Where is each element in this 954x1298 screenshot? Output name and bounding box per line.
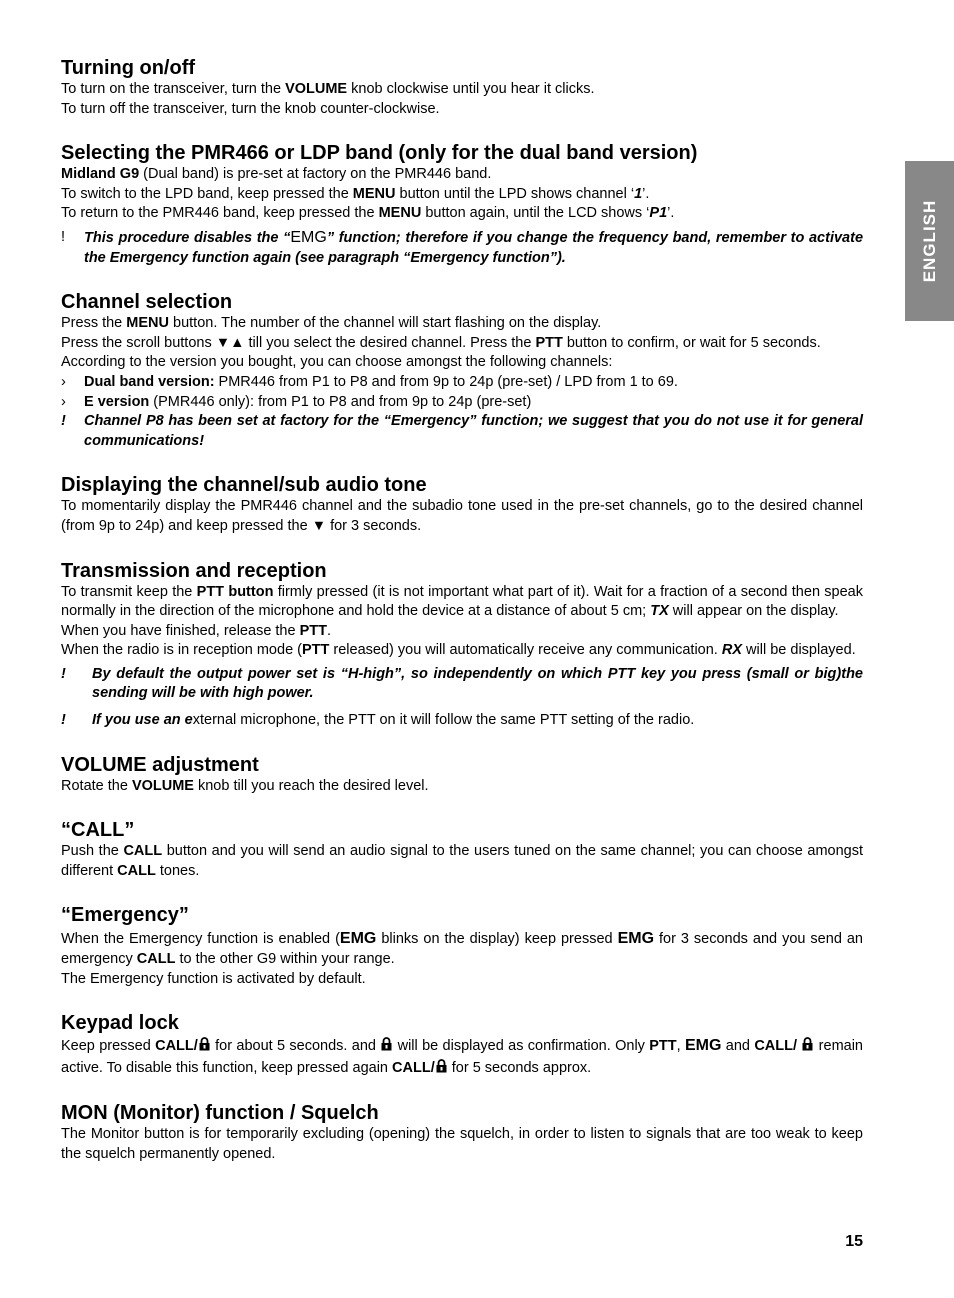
section-title: Displaying the channel/sub audio tone xyxy=(61,474,427,497)
section-title: Keypad lock xyxy=(61,1012,179,1035)
paragraph: When you have finished, release the PTT. xyxy=(61,622,332,639)
section-channel-selection xyxy=(61,290,863,451)
scroll-down-icon: ▼ xyxy=(311,517,327,534)
paragraph: To turn on the transceiver, turn the VOLUME knob clockwise until you hear it clicks. xyxy=(61,81,595,97)
paragraph: When the Emergency function is enabled (EMG blinks on the display) keep pressed EMG for 3 seconds and you send an emergency CALL to the other G9 within your range. xyxy=(61,930,863,968)
paragraph: Keep pressed CALL/ for about 5 seconds. and will be displayed as confirmation. Only PTT, EMG and CALL/ remain active. To disable this function, keep pressed again CALL/ for 5 seconds approx. xyxy=(61,1037,863,1077)
section-keypad-lock xyxy=(61,1011,863,1079)
note-mark: ! xyxy=(61,413,66,430)
paragraph: Rotate the VOLUME knob till you reach the desired level. xyxy=(61,777,429,794)
section-call xyxy=(61,818,863,881)
scroll-down-icon: ▼ xyxy=(215,334,231,351)
paragraph: To return to the PMR446 band, keep pressed the MENU button again, until the LCD shows ‘P1’. xyxy=(61,205,675,222)
paragraph: The Emergency function is activated by default. xyxy=(61,970,366,987)
section-title: Transmission and reception xyxy=(61,559,327,582)
padlock-icon xyxy=(436,1059,447,1073)
section-turning-on-off xyxy=(61,56,863,119)
section-title: “Emergency” xyxy=(61,904,189,927)
note-mark: ! xyxy=(61,228,66,245)
paragraph: When the radio is in reception mode (PTT released) you will automatically receive any communication. RX will be displayed. xyxy=(61,642,856,659)
warning-note: ! This procedure disables the “EMG” function; therefore if you change the frequency band, remember to activate the Emergency function again (see paragraph “Emergency function”). xyxy=(61,228,863,268)
paragraph: To turn off the transceiver, turn the knob counter-clockwise. xyxy=(61,100,440,117)
list-item: › E version (PMR446 only): from P1 to P8 and from 9p to 24p (pre-set) xyxy=(61,393,532,410)
section-title: Selecting the PMR466 or LDP band (only for the dual band version) xyxy=(61,142,698,165)
paragraph: To switch to the LPD band, keep pressed the MENU button until the LPD shows channel ‘1’. xyxy=(61,185,650,202)
language-tab-label: ENGLISH xyxy=(919,199,939,283)
section-title: VOLUME adjustment xyxy=(61,753,259,776)
section-title: Channel selection xyxy=(61,291,233,314)
section-monitor xyxy=(61,1101,863,1164)
padlock-icon xyxy=(802,1037,813,1051)
section-transmission xyxy=(61,559,863,731)
note-mark: ! xyxy=(61,665,66,682)
section-band-selection xyxy=(61,141,863,268)
section-title: Turning on/off xyxy=(61,57,196,79)
page-number: 15 xyxy=(845,1233,863,1250)
section-title: MON (Monitor) function / Squelch xyxy=(61,1102,379,1125)
note-mark: ! xyxy=(61,712,66,729)
padlock-icon xyxy=(199,1037,210,1051)
scroll-up-icon: ▲ xyxy=(230,334,245,351)
manual-page xyxy=(61,56,863,1186)
section-display-tone xyxy=(61,473,863,536)
paragraph: The Monitor button is for temporarily excluding (opening) the squelch, in order to listen to signals that are too weak to keep the squelch permanently opened. xyxy=(61,1126,863,1162)
language-tab xyxy=(905,161,954,321)
warning-note: ! By default the output power set is “H-high”, so independently on which PTT key you press (small or big)the sending will be with high power. xyxy=(61,665,863,704)
warning-note: ! Channel P8 has been set at factory for the “Emergency” function; we suggest that you do not use it for general communications! xyxy=(61,412,863,451)
padlock-icon xyxy=(381,1037,392,1051)
warning-note: ! If you use an external microphone, the PTT on it will follow the same PTT setting of the radio. xyxy=(61,711,863,731)
paragraph: Midland G9 (Dual band) is pre-set at factory on the PMR446 band. xyxy=(61,166,492,183)
paragraph: Press the MENU button. The number of the channel will start flashing on the display. xyxy=(61,315,602,332)
paragraph: To transmit keep the PTT button firmly pressed (it is not important what part of it). Wait for a fraction of a second then speak normally in the direction of the microphone and hold the device at a distance of about 5 cm; TX will appear on the display. xyxy=(61,583,863,620)
section-emergency xyxy=(61,903,863,989)
paragraph: Press the scroll buttons ▼▲ till you select the desired channel. Press the PTT button to confirm, or wait for 5 seconds. xyxy=(61,334,821,351)
paragraph: Push the CALL button and you will send an audio signal to the users tuned on the same channel; you can choose amongst different CALL tones. xyxy=(61,843,863,879)
paragraph: To momentarily display the PMR446 channel and the subadio tone used in the pre-set channels, go to the desired channel (from 9p to 24p) and keep pressed the ▼ for 3 seconds. xyxy=(61,498,863,534)
section-volume xyxy=(61,753,863,797)
list-item: › Dual band version: PMR446 from P1 to P8 and from 9p to 24p (pre-set) / LPD from 1 to 69. xyxy=(61,373,678,390)
section-title: “CALL” xyxy=(61,819,135,842)
paragraph: According to the version you bought, you can choose amongst the following channels: xyxy=(61,354,613,371)
